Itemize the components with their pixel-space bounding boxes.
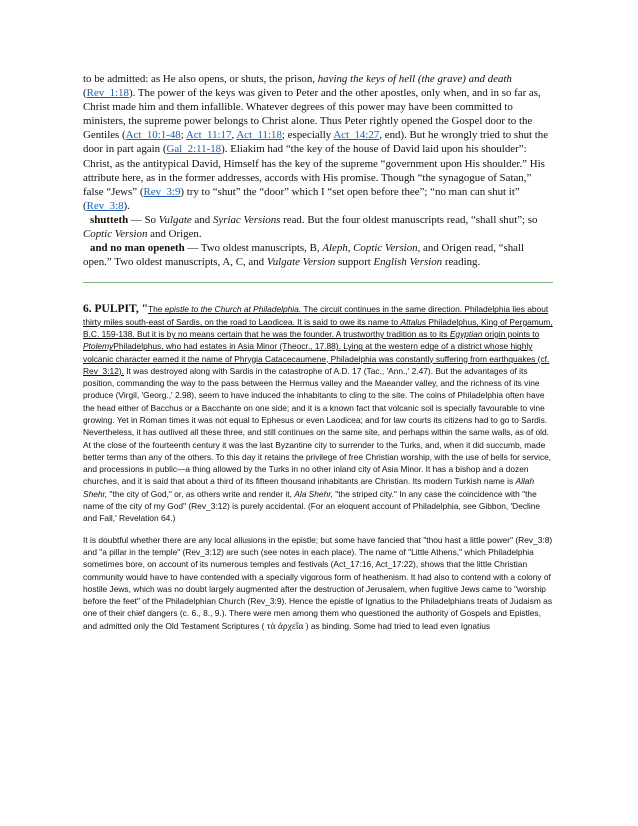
underlined-run: Philadelphus, King of Pergamum, B.C. 159-138. But it is by no means certain that he was the founder. A trustworthy tradition as to its (83, 316, 553, 339)
italic-phrase: Vulgate (158, 213, 192, 226)
text-run: to be admitted: as He also opens, or shuts, the prison, (83, 73, 318, 85)
underlined-italic-run: Ptolemy (83, 341, 114, 352)
text-run: "the city of God," or, as others write and render it, (107, 488, 295, 499)
text-run: , end). But he wrongly tried to shut the door in part again ( (83, 129, 549, 156)
spacer (83, 283, 553, 303)
text-run: , (231, 129, 237, 142)
text-run: read. But the four oldest manuscripts read, “shall shut”; so (280, 213, 538, 226)
scripture-link-rev-1-18[interactable]: Rev_1:18 (86, 87, 129, 100)
scripture-link-rev-3-9[interactable]: Rev_3:9 (143, 185, 181, 198)
underlined-run: Philadelphus, who had estates in Asia Minor (Theocr., 17.88). Lying at the western edge of a district whose highly volcanic character earned it the name of Phrygia Catacecaumene, Philadelphia was constantly suffering from earthquakes (cf. Rev_3:12). (83, 341, 550, 376)
text-run: — So (128, 213, 159, 226)
text-run: "the striped city." In any case the coincidence with "the name of the city of my God" (Rev_3:12) is purely accidental. (For an eloquent account of Philadelphia, see Gibbon, 'Decline and Fall,' Revelation 64.) (83, 488, 541, 524)
text-run: ; (180, 129, 186, 142)
scripture-link-rev-3-8[interactable]: Rev_3:8 (86, 199, 124, 212)
text-run: ). The power of the keys was given to Peter and the other apostles, only when, and in so far as, Christ made him and them infallible. Whatever degrees of this power may have been committed to ministers, the supreme power belongs to Christ alone. Thus Peter rightly opened the Gospel door to the Gentiles ( (83, 87, 541, 142)
text-run: ; especially (281, 129, 334, 142)
text-run: It is doubtful whether there are any local allusions in the epistle; but some have fancied that "thou hast a little power" (Rev_3:8) and "a pillar in the temple" (Rev_3:12) are such (see notes in each place). The name of "Little Athens," which Philadelphia sometimes bore, on account of its numerous temples and festivals (Act_17:16, Act_17:22), shows that the little Christian community would have to have contended with a specially vigorous form of heathenism. It had also to contend with a colony of hostile Jews, which was no doubt largely augmented after the destruction of Jerusalem, when fugitive Jews came to "worship before the feet" of the Philadelphian Church (Rev_3:9). Hence the epistle of Ignatius to the Philadelphians treats of Judaism as one of their chief dangers (c. 6., 8., 9.). There were men among them who questioned the authority of Gospels and Epistles, and admitted only the Old Testament Scriptures ( (83, 534, 553, 631)
text-run: — Two oldest manuscripts, B, (184, 242, 323, 255)
scripture-link-act-11-18[interactable]: Act_11:18 (236, 129, 282, 142)
scripture-link-act-14-27[interactable]: Act_14:27 (333, 129, 380, 142)
text-run: ) as binding. Some had tried to lead even Ignatius (303, 620, 491, 631)
text-run: support (335, 256, 374, 269)
italic-phrase: Allah Shehr, (83, 476, 535, 499)
text-run: reading. (442, 256, 481, 269)
text-run: It was destroyed along with Sardis in the catastrophe of A.D. 17 (Tac., 'Ann.,' 2.47). But the advantages of its position, commanding the way to the pass between the Hermus valley and the Maeander valley, and the richness of its vine produce (Virgil, 'Georg.,' 2.98), seem to have induced the inhabitants to cling to the site. The coins of Philadelphia often have the head either of Bacchus or a Bacchante on one side; and it is a known fact that volcanic soil is specially favourable to vine growing. Yet in Roman times it was not equal to Ephesus or even Laodicea; and for law courts its citizens had to go to Sardis. Nevertheless, it has outlived all these three, and still continues on the same site, and perhaps within the same walls, as of old. At the close of the fourteenth century it was the last Byzantine city to surrender to the Turks, and, when it did succumb, made better terms than any of the others. To this day it retains the privilege of free Christian worship, with the use of bells for service, and processions in public—a thing allowed by the Turks in no other inland city of Asia Minor. It has a bishop and a dozen churches, and it is said that about a third of its fifteen thousand inhabitants are Christian. Its modern Turkish name is (83, 365, 552, 487)
italic-phrase: having the keys of hell (the grave) and death (317, 73, 512, 85)
text-run: and Origen read, “shall open.” Two oldest manuscripts, A, C, and (83, 242, 525, 269)
underlined-italic-run: Attalus (400, 316, 427, 327)
pulpit-paragraph-intro (83, 303, 553, 524)
italic-phrase: Aleph, Coptic Version, (322, 242, 421, 255)
italic-phrase: Coptic Version (83, 228, 148, 241)
text-run: ( (83, 87, 87, 100)
greek-phrase: τὰ ἀρχεῖα (266, 621, 304, 632)
italic-phrase: Vulgate Version (266, 256, 336, 269)
underlined-run: The circuit continues in the same direction. Philadelphia lies about thirty miles south-east of Sardis, on the road to Laodicea. It is said to owe its name to (83, 304, 549, 327)
underlined-run: origin points to (482, 328, 540, 339)
term-heading: shutteth (90, 213, 129, 226)
barnes-paragraph-keys (83, 72, 553, 213)
text-run: and (191, 213, 213, 226)
scripture-link-act-10[interactable]: Act_10:1-48 (125, 129, 181, 142)
document-page (83, 72, 553, 634)
term-heading: and no man openeth (90, 242, 185, 255)
underlined-run: The (147, 304, 165, 315)
italic-phrase: Syriac Versions (212, 213, 281, 226)
underlined-italic-run: Egyptian (449, 328, 483, 339)
italic-phrase: English Version (373, 256, 443, 269)
scripture-link-act-11-17[interactable]: Act_11:17 (185, 129, 232, 142)
underlined-italic-run: epistle to the Church at Philadelphia. (164, 304, 302, 315)
text-run: ) try to “shut” the “door” which I “set open before thee”; “no man can shut it” ( (83, 185, 520, 212)
barnes-paragraph-openeth (83, 241, 553, 269)
section-heading: 6. PULPIT, " (83, 303, 148, 316)
text-run: ). (123, 199, 130, 212)
text-run: ). Eliakim had “the key of the house of David laid upon his shoulder”: Christ, as the antitypical David, Himself has the key of the supreme “government upon His shoulder.” His attribute here, as in the former addresses, accords with His promise. Though “the synagogue of Satan,” false “Jews” ( (83, 143, 545, 198)
barnes-paragraph-shutteth (83, 213, 553, 241)
pulpit-paragraph-allusions (83, 534, 553, 634)
scripture-link-gal-2[interactable]: Gal_2:11-18 (166, 143, 222, 156)
italic-phrase: Ala Shehr, (294, 488, 333, 499)
text-run: and Origen. (147, 228, 202, 241)
